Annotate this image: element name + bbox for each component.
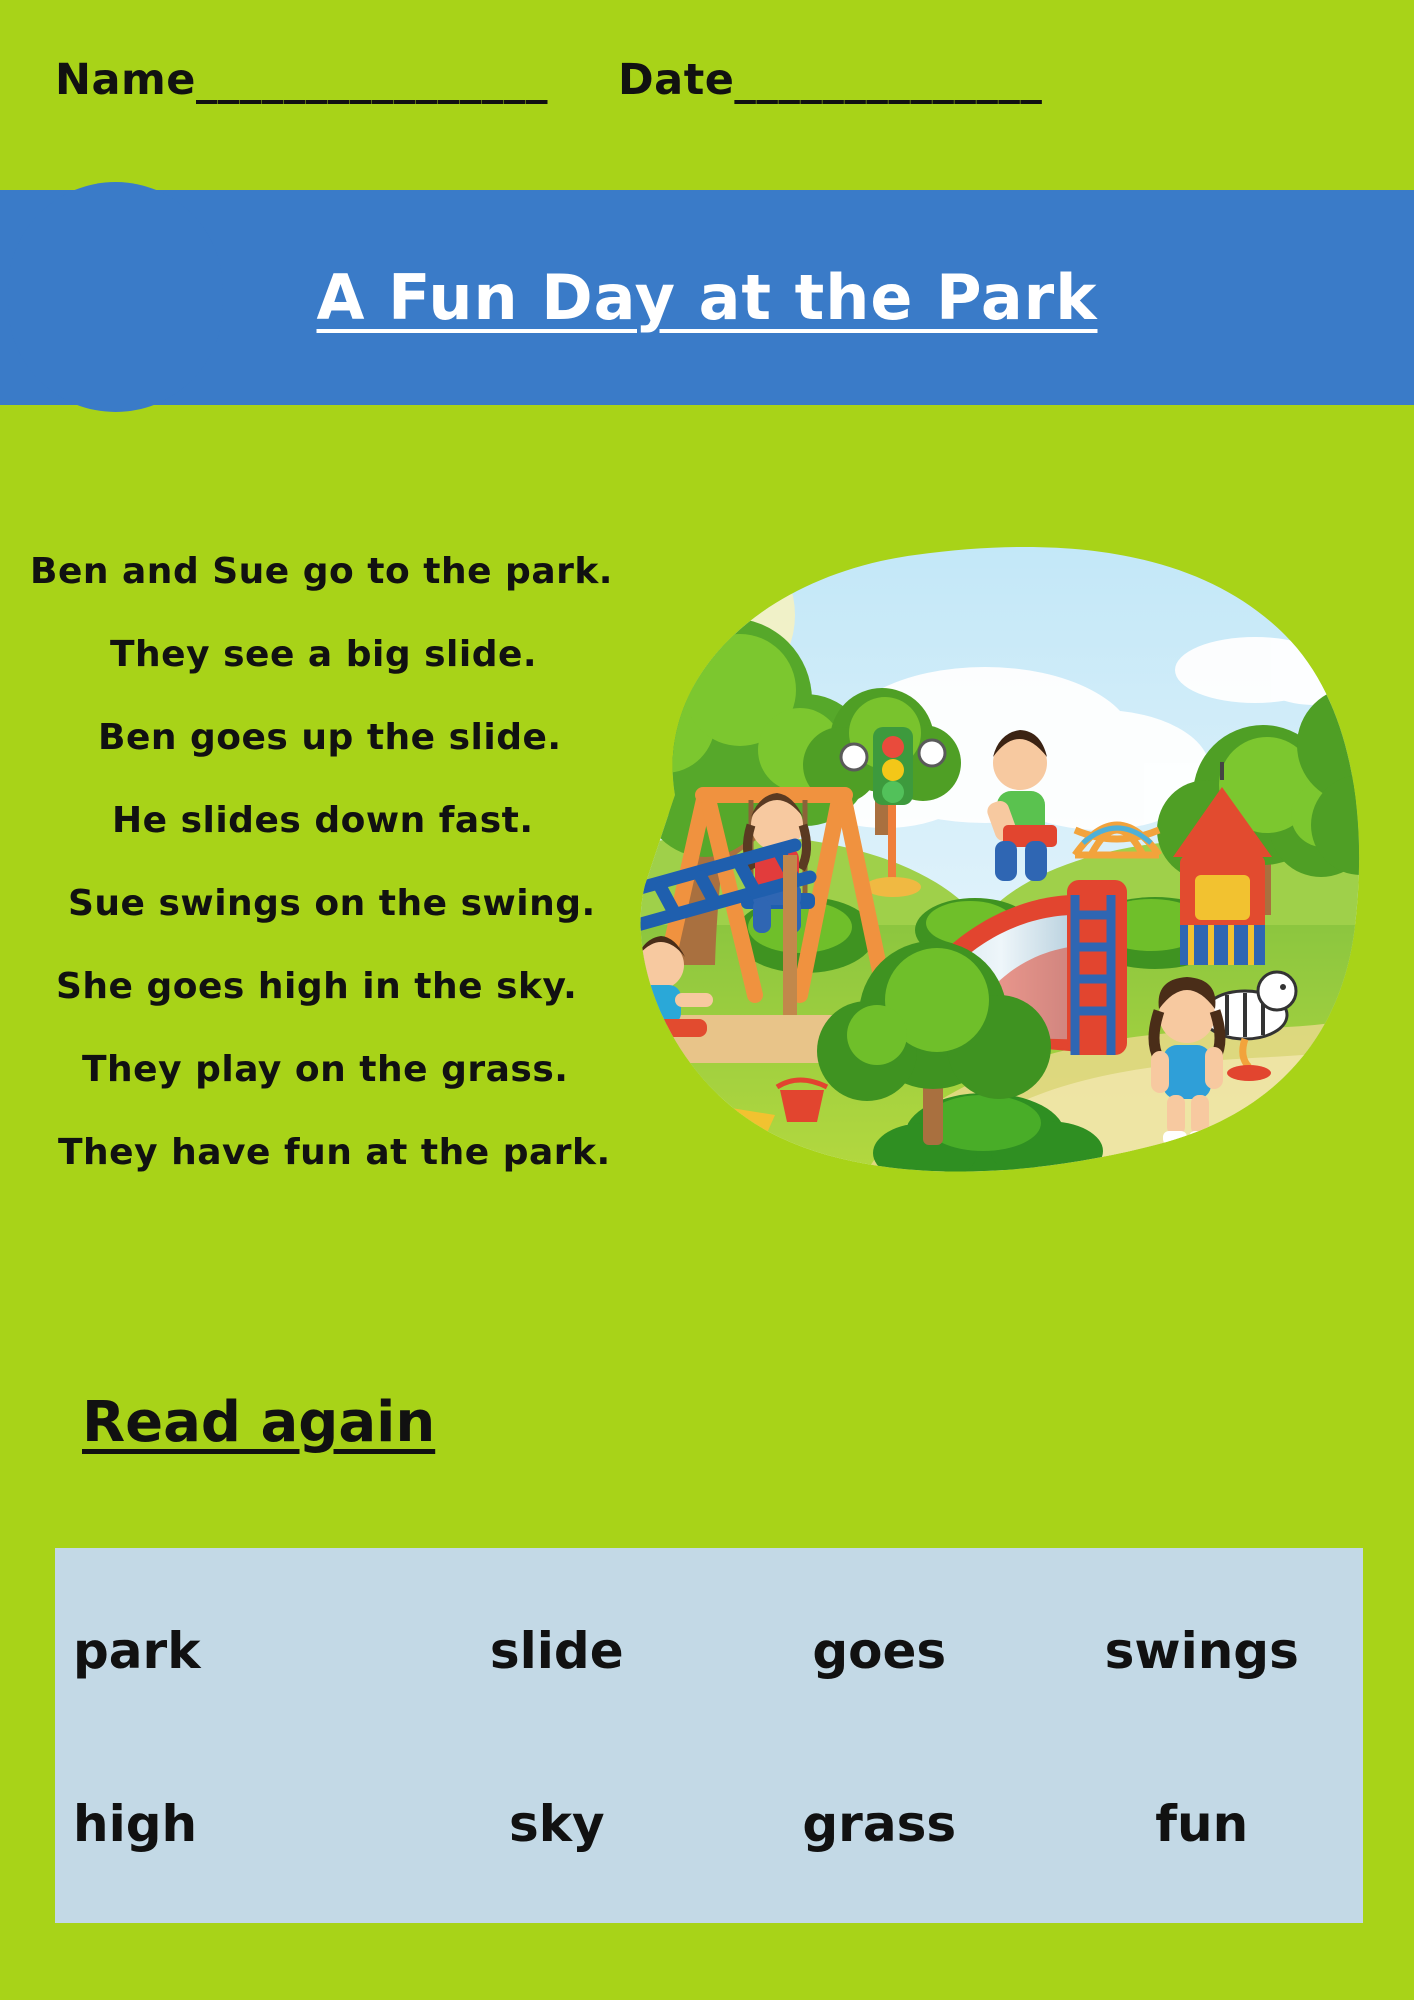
word-cell[interactable]: swings — [1104, 1621, 1299, 1680]
word-row — [55, 1736, 1363, 1924]
story-line: They see a big slide. — [110, 633, 538, 675]
word-list-box — [55, 1548, 1363, 1923]
word-cell[interactable]: park — [73, 1621, 201, 1680]
word-row — [55, 1548, 1363, 1736]
word-cell[interactable]: fun — [1155, 1795, 1249, 1854]
word-cell[interactable]: goes — [812, 1621, 947, 1680]
story-line: Ben goes up the slide. — [98, 716, 562, 758]
story-line: They play on the grass. — [82, 1048, 569, 1090]
title-banner — [0, 190, 1414, 420]
word-cell[interactable]: grass — [802, 1795, 957, 1854]
word-cell[interactable]: slide — [489, 1621, 624, 1680]
story-line: Sue swings on the swing. — [68, 882, 596, 924]
page-title: A Fun Day at the Park — [316, 261, 1098, 334]
playground-illustration — [555, 495, 1375, 1195]
story-line: Ben and Sue go to the park. — [30, 550, 613, 592]
name-field[interactable]: Name________________ — [55, 55, 548, 105]
word-cell[interactable]: sky — [508, 1795, 605, 1854]
name-date-row — [55, 55, 1355, 105]
story-line: He slides down fast. — [112, 799, 534, 841]
story-line: She goes high in the sky. — [56, 965, 578, 1007]
date-field[interactable]: Date______________ — [617, 55, 1043, 105]
story-line: They have fun at the park. — [58, 1131, 611, 1173]
read-again-heading: Read again — [82, 1390, 436, 1455]
word-cell[interactable]: high — [73, 1795, 198, 1854]
